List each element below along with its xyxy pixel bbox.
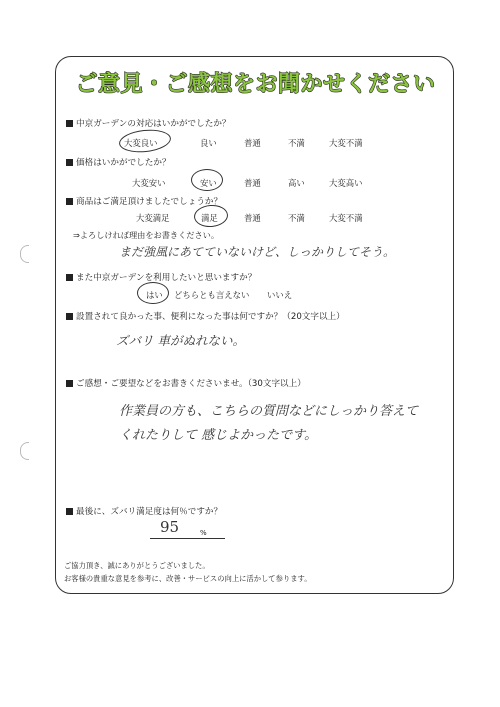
question-1-label: 中京ガーデンの対応はいかがでしたか？ — [76, 119, 231, 129]
q2-option-1[interactable]: 大変安い — [132, 178, 166, 188]
q1-option-3[interactable]: 普通 — [244, 138, 261, 148]
question-4-label: また中京ガーデンを利用したいと思いますか？ — [76, 273, 257, 283]
q1-option-5[interactable]: 大変不満 — [329, 138, 363, 148]
q3-option-2[interactable]: 満足 — [201, 213, 218, 223]
binder-hole-top — [20, 245, 29, 263]
square-bullet-icon — [66, 274, 73, 281]
q3-option-5[interactable]: 大変不満 — [329, 213, 363, 223]
q3-option-4[interactable]: 不満 — [288, 213, 305, 223]
q3-reason-prompt: ⇒よろしければ理由をお書きください。 — [73, 230, 220, 240]
q2-option-5[interactable]: 大変高い — [329, 178, 363, 188]
square-bullet-icon — [66, 380, 73, 387]
q1-option-4[interactable]: 不満 — [288, 138, 305, 148]
square-bullet-icon — [66, 508, 73, 515]
q4-option-1[interactable]: はい — [146, 290, 163, 300]
q4-option-3[interactable]: いいえ — [267, 290, 293, 300]
question-3 — [66, 195, 222, 207]
q7-value: 95 — [160, 518, 180, 536]
q3-option-1[interactable]: 大変満足 — [136, 213, 170, 223]
square-bullet-icon — [66, 159, 73, 166]
q1-option-1[interactable]: 大変良い — [124, 138, 158, 148]
question-1 — [66, 117, 231, 129]
q2-option-2[interactable]: 安い — [200, 178, 217, 188]
q2-option-4[interactable]: 高い — [288, 178, 305, 188]
q7-unit: % — [200, 529, 207, 537]
question-4-options — [0, 289, 399, 303]
q7-answer-line — [150, 538, 225, 539]
question-7-label: 最後に、ズバリ満足度は何％ですか？ — [76, 507, 223, 517]
q3-reason-answer: まだ強風にあてていないけど、しっかりしてそう。 — [119, 245, 396, 259]
q2-selection-circle — [191, 169, 223, 191]
binder-hole-bottom — [20, 442, 29, 460]
question-2 — [66, 156, 171, 168]
question-5-label: 設置されて良かった事、便利になった事は何ですか？（20文字以上） — [76, 312, 345, 322]
question-6-label: ご感想・ご要望などをお書きくださいませ。（30文字以上） — [76, 379, 306, 389]
q6-answer-line-2: くれたりして 感じよかったです。 — [119, 428, 318, 443]
question-4 — [66, 271, 256, 283]
square-bullet-icon — [66, 313, 73, 320]
q4-selection-circle — [137, 282, 169, 304]
square-bullet-icon — [66, 198, 73, 205]
q3-option-3[interactable]: 普通 — [244, 213, 261, 223]
question-7 — [66, 505, 222, 517]
q4-option-2[interactable]: どちらとも言えない — [174, 290, 250, 300]
footer-note: お客様の貴重な意見を参考に、改善・サービスの向上に活かして参ります。 — [64, 574, 312, 583]
question-3-label: 商品はご満足頂けましたでしょうか？ — [76, 197, 223, 207]
square-bullet-icon — [66, 120, 73, 127]
question-5 — [66, 310, 345, 322]
question-2-label: 価格はいかがでしたか？ — [76, 158, 171, 168]
question-1-options — [0, 137, 399, 151]
q2-option-3[interactable]: 普通 — [244, 178, 261, 188]
footer-thanks: ご協力頂き、誠にありがとうございました。 — [64, 561, 210, 570]
q5-answer: ズバリ 車がぬれない。 — [116, 333, 245, 348]
question-6 — [66, 377, 306, 389]
q1-option-2[interactable]: 良い — [200, 138, 217, 148]
page-title: ご意見・ご感想をお聞かせください — [75, 72, 436, 97]
q6-answer-line-1: 作業員の方も、こちらの質問などにしっかり答えて — [119, 404, 419, 419]
